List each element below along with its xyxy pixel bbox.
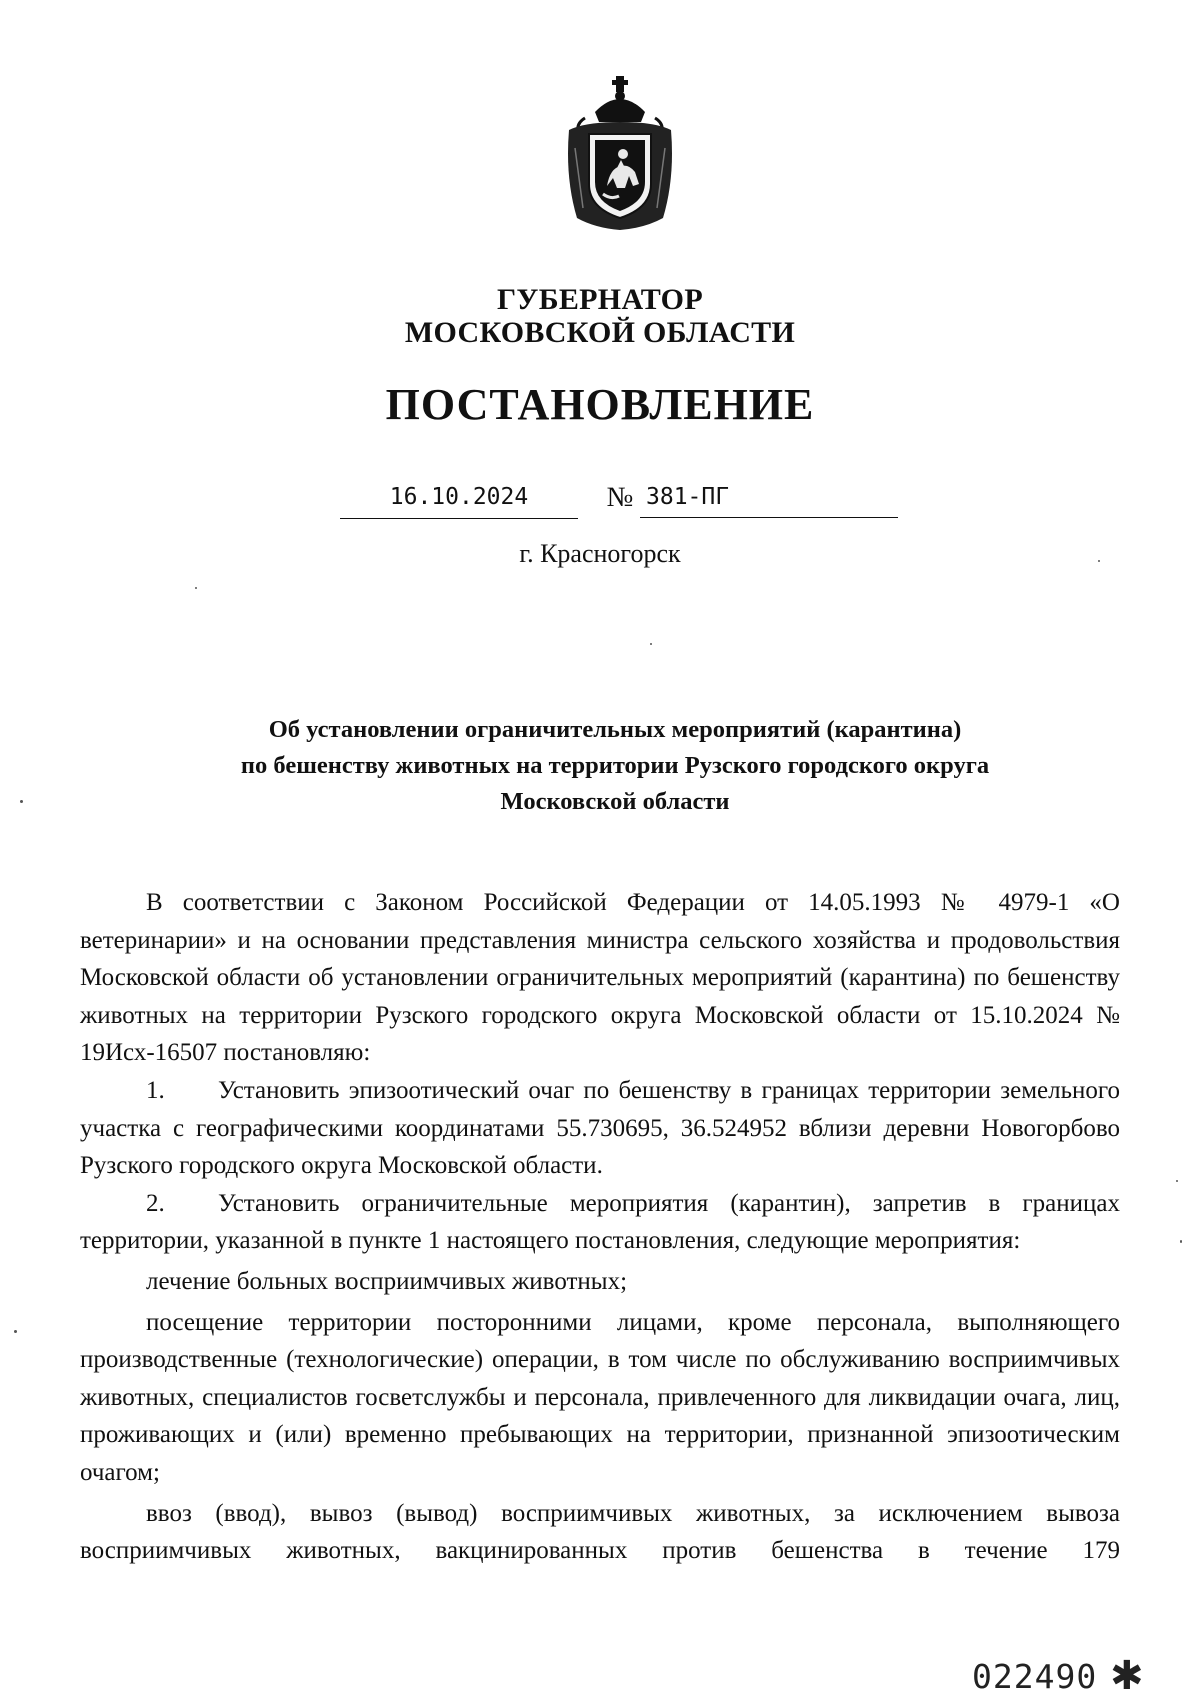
restriction-item: ввоз (ввод), вывоз (вывод) восприимчивых животных, за исключением вывоза восприимчивых животных, вакцинированных против бешенства в течение 179	[80, 1499, 1120, 1565]
authority-region: МОСКОВСКОЙ ОБЛАСТИ	[404, 316, 796, 349]
clause-text: Установить ограничительные мероприятия (карантин), запретив в границах территории, указанной в пункте 1 настоящего постановления, следующие мероприятия:	[80, 1189, 1120, 1255]
heading-line: по бешенству животных на территории Рузского городского округа	[240, 752, 990, 779]
restriction-item: посещение территории посторонними лицами, кроме персонала, выполняющего производственные (технологические) операции, в том числе по обслуживанию восприимчивых животных, специалистов госветслужбы и персонала, привлеченного для ликвидации очага, лиц, проживающих и (или) временно пребывающих на территории, признанной эпизоотическим очагом;	[80, 1308, 1120, 1486]
restriction-item: лечение больных восприимчивых животных;	[146, 1267, 628, 1295]
clause-2	[80, 1185, 1120, 1260]
authority-title: ГУБЕРНАТОР	[497, 283, 703, 316]
clause-number: 1.	[146, 1076, 165, 1104]
scan-speck	[1176, 1180, 1178, 1182]
registration-number: 381-ПГ	[640, 480, 898, 518]
scan-speck	[1180, 1240, 1182, 1243]
clause-1	[80, 1072, 1120, 1185]
issuing-authority	[0, 283, 1200, 349]
heading-line: Московской области	[500, 788, 730, 815]
number-sign: №	[606, 482, 634, 513]
asterisk-icon: ✱	[1110, 1653, 1144, 1699]
document-heading	[120, 712, 1110, 820]
document-kind: ПОСТАНОВЛЕНИЕ	[385, 380, 815, 429]
scan-speck	[195, 587, 197, 589]
scan-speck	[20, 800, 23, 803]
heading-line: Об установлении ограничительных мероприятий (карантина)	[268, 716, 962, 743]
coat-of-arms-icon	[555, 68, 685, 234]
clause-number: 2.	[146, 1189, 165, 1217]
document-body	[80, 884, 1120, 1570]
issue-city: г. Красногорск	[519, 539, 681, 568]
scan-speck	[650, 643, 652, 645]
preamble-paragraph: В соответствии с Законом Российской Федерации от 14.05.1993 № 4979-1 «О ветеринарии» и на основании представления министра сельского хозяйства и продовольствия Московской области об установлении ограничительных мероприятий (карантина) по бешенству животных на территории Рузского городского округа Московской области от 15.10.2024 № 19Исх-16507 постановляю:	[80, 889, 1120, 1067]
clause-text: Установить эпизоотический очаг по бешенству в границах территории земельного участка с географическими координатами 55.730695, 36.524952 вблизи деревни Новогорбово Рузского городского округа Московской области.	[80, 1076, 1120, 1180]
form-serial-number: 022490	[972, 1657, 1098, 1696]
scan-speck	[1098, 560, 1100, 562]
scan-speck	[14, 1330, 17, 1333]
registration-date: 16.10.2024	[340, 480, 578, 519]
